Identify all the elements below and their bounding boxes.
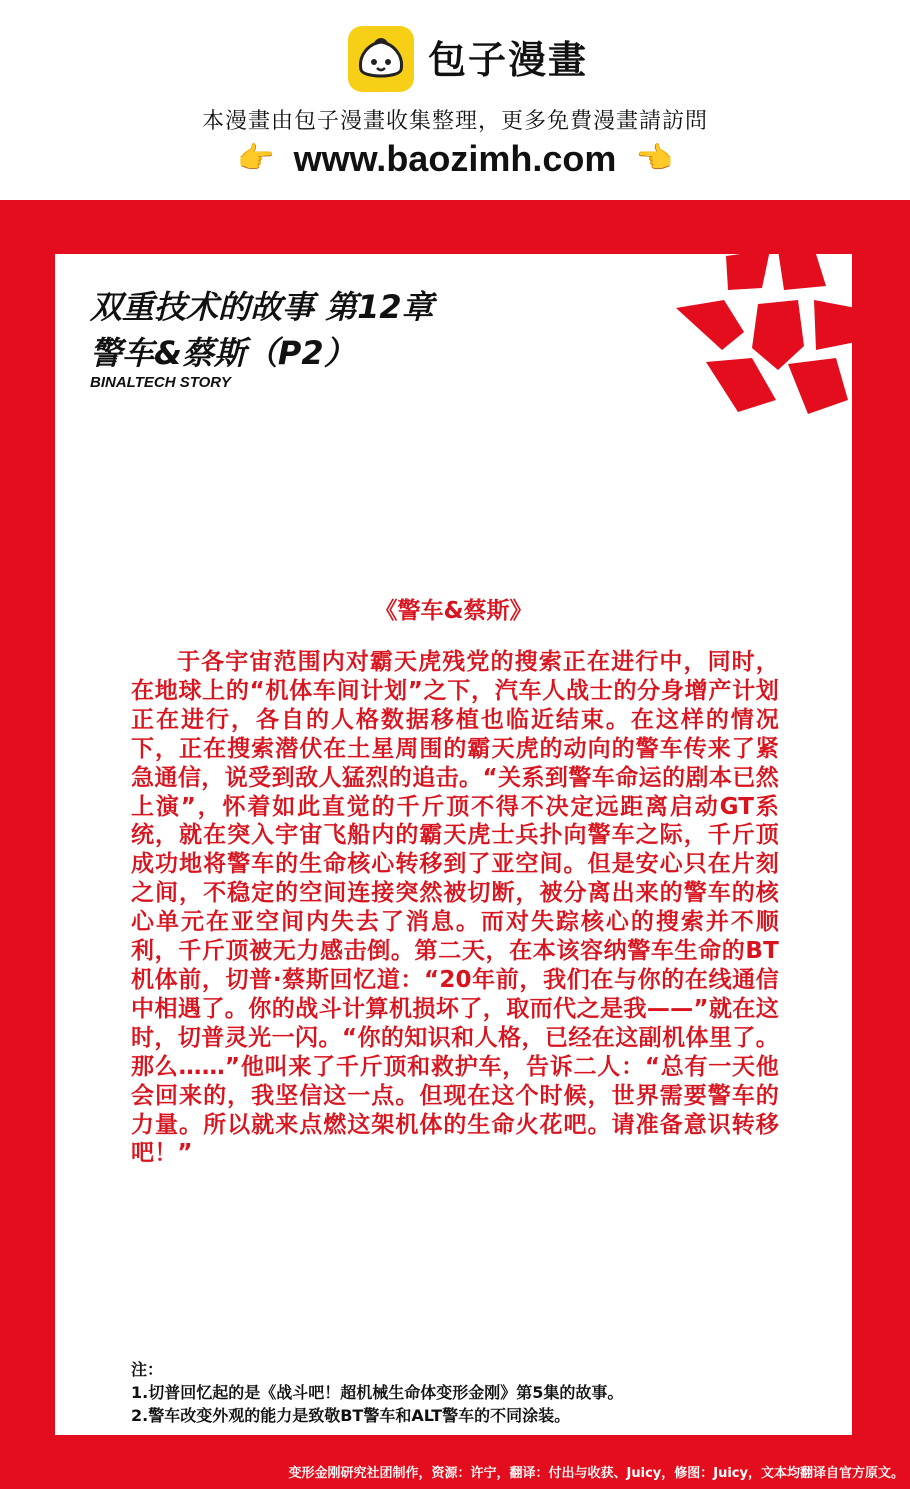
- notes: [131, 1358, 623, 1427]
- bun-mascot-icon[interactable]: [348, 26, 414, 92]
- pointing-left-hand-icon: 👈: [635, 140, 673, 176]
- site-logo-text[interactable]: 包子漫畫: [428, 38, 589, 82]
- notes-label: 注：: [131, 1360, 164, 1379]
- note-item: 2.警车改变外观的能力是致敬BT警车和ALT警车的不同涂装。: [131, 1406, 571, 1425]
- site-url-link[interactable]: www.baozimh.com: [293, 137, 617, 179]
- credits-footer: 变形金刚研究社团制作，资源：许宁，翻译：付出与收获、Juicy，修图：Juicy，文本均翻译自官方原文。: [288, 1466, 904, 1481]
- chapter-title: 双重技术的故事 第12章: [90, 288, 434, 326]
- series-name: BINALTECH STORY: [90, 374, 231, 391]
- url-row: [0, 136, 910, 180]
- chapter-subtitle: 警车&蔡斯（P2）: [90, 334, 356, 372]
- site-notice: 本漫畫由包子漫畫收集整理，更多免費漫畫請訪問: [201, 109, 708, 134]
- autobot-emblem-icon: [666, 250, 856, 420]
- pointing-right-hand-icon: 👉: [237, 140, 275, 176]
- top-banner: [0, 0, 910, 200]
- note-item: 1.切普回忆起的是《战斗吧！超机械生命体变形金刚》第5集的故事。: [131, 1383, 624, 1402]
- section-title: 《警车&蔡斯》: [374, 598, 533, 624]
- story-paragraph: 于各宇宙范围内对霸天虎残党的搜索正在进行中，同时，在地球上的“机体车间计划”之下，汽车人战士的分身增产计划正在进行，各自的人格数据移植也临近结束。在这样的情况下，正在搜索潜伏在土星周围的霸天虎的动向的警车传来了紧急通信，说受到敌人猛烈的追击。“关系到警车命运的剧本已然上演”，怀着如此直觉的千斤顶不得不决定远距离启动GT系统，就在突入宇宙飞船内的霸天虎士兵扑向警车之际，千斤顶成功地将警车的生命核心转移到了亚空间。但是安心只在片刻之间，不稳定的空间连接突然被切断，被分离出来的警车的核心单元在亚空间内失去了消息。而对失踪核心的搜索并不顺利，千斤顶被无力感击倒。第二天，在本该容纳警车生命的BT机体前，切普·蔡斯回忆道：“20年前，我们在与你的在线通信中相遇了。你的战斗计算机损坏了，取而代之是我——”就在这时，切普灵光一闪。“你的知识和人格，已经在这副机体里了。那么……”他叫来了千斤顶和救护车，告诉二人：“总有一天他会回来的，我坚信这一点。但现在这个时候，世界需要警车的力量。所以就来点燃这架机体的生命火花吧。请准备意识转移吧！”: [131, 649, 779, 1167]
